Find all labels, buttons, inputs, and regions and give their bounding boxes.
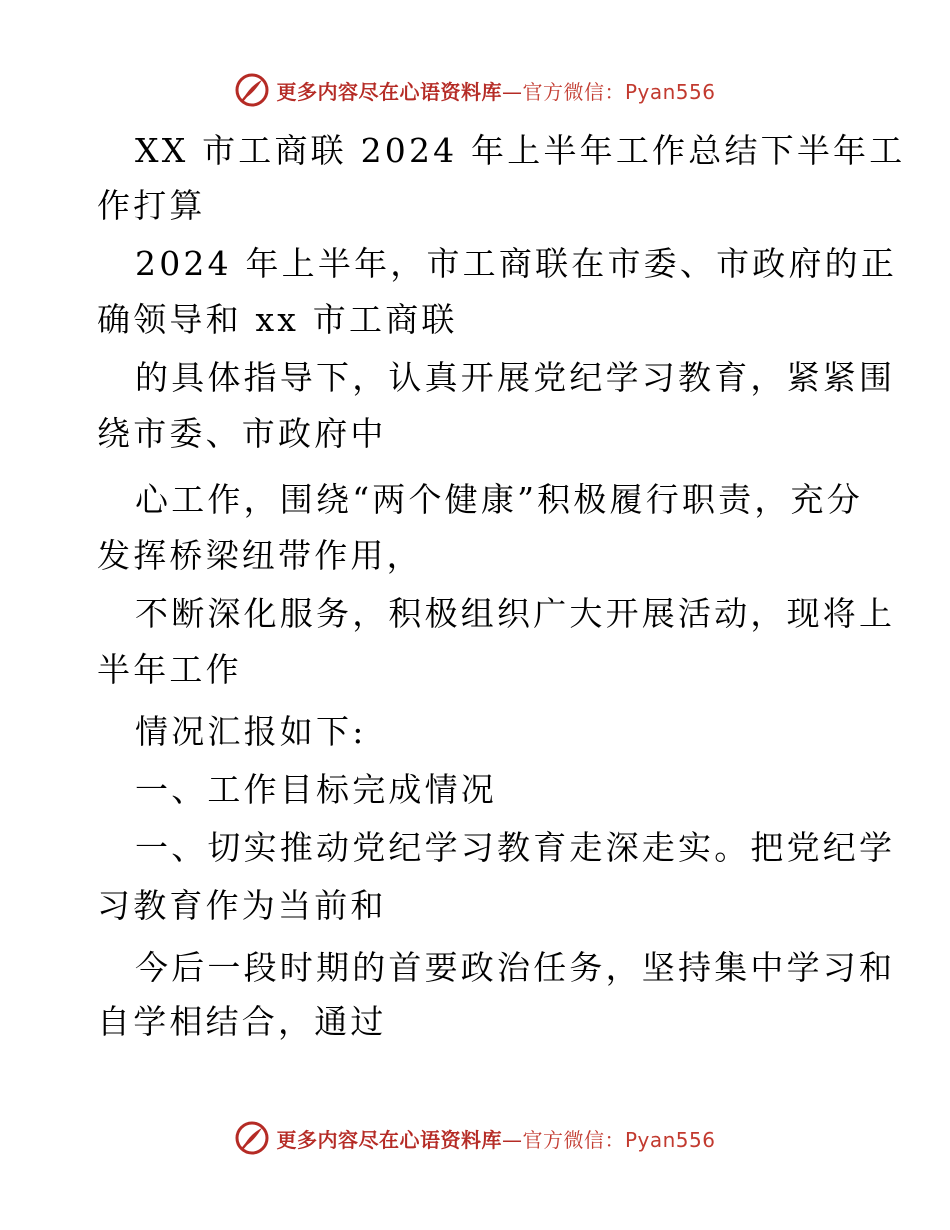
paragraph-line: 的具体指导下，认真开展党纪学习教育，紧紧围 bbox=[135, 358, 896, 397]
paragraph-line: 不断深化服务，积极组织广大开展活动，现将上 bbox=[135, 594, 896, 633]
paragraph-line: 心工作，围绕“两个健康”积极履行职责，充分 bbox=[135, 480, 863, 519]
paragraph-line: 发挥桥梁纽带作用， bbox=[97, 536, 423, 575]
watermark-lead-text: 更多内容尽在心语资料库 bbox=[276, 1127, 502, 1152]
paragraph-line: 习教育作为当前和 bbox=[97, 886, 387, 925]
watermark-contact-text: 官方微信：Pyan556 bbox=[522, 79, 716, 104]
paragraph-line: 情况汇报如下: bbox=[135, 712, 367, 751]
paragraph-line: 今后一段时期的首要政治任务，坚持集中学习和 bbox=[135, 948, 896, 987]
paragraph-line: 半年工作 bbox=[97, 650, 242, 689]
paragraph-line: 一、切实推动党纪学习教育走深走实。把党纪学 bbox=[135, 828, 896, 867]
watermark-separator: — bbox=[501, 1127, 523, 1152]
title-line-1: XX 市工商联 2024 年上半年工作总结下半年工 bbox=[135, 131, 906, 170]
section-heading: 一、工作目标完成情况 bbox=[135, 770, 497, 809]
paragraph-line: 绕市委、市政府中 bbox=[97, 414, 387, 453]
watermark-lead-text: 更多内容尽在心语资料库 bbox=[276, 79, 502, 104]
paragraph-line: 自学相结合，通过 bbox=[97, 1002, 387, 1041]
watermark-banner-bottom bbox=[0, 1118, 950, 1158]
watermark-banner-top bbox=[0, 70, 950, 110]
title-line-2: 作打算 bbox=[97, 186, 206, 225]
paragraph-line: 确领导和 xx 市工商联 bbox=[97, 300, 458, 339]
paragraph-line: 2024 年上半年，市工商联在市委、市政府的正 bbox=[135, 244, 898, 283]
watermark-text bbox=[276, 76, 715, 105]
quill-logo-icon bbox=[234, 1120, 270, 1156]
watermark-contact-text: 官方微信：Pyan556 bbox=[522, 1127, 716, 1152]
watermark-text bbox=[276, 1124, 715, 1153]
watermark-separator: — bbox=[501, 79, 523, 104]
quill-logo-icon bbox=[234, 72, 270, 108]
